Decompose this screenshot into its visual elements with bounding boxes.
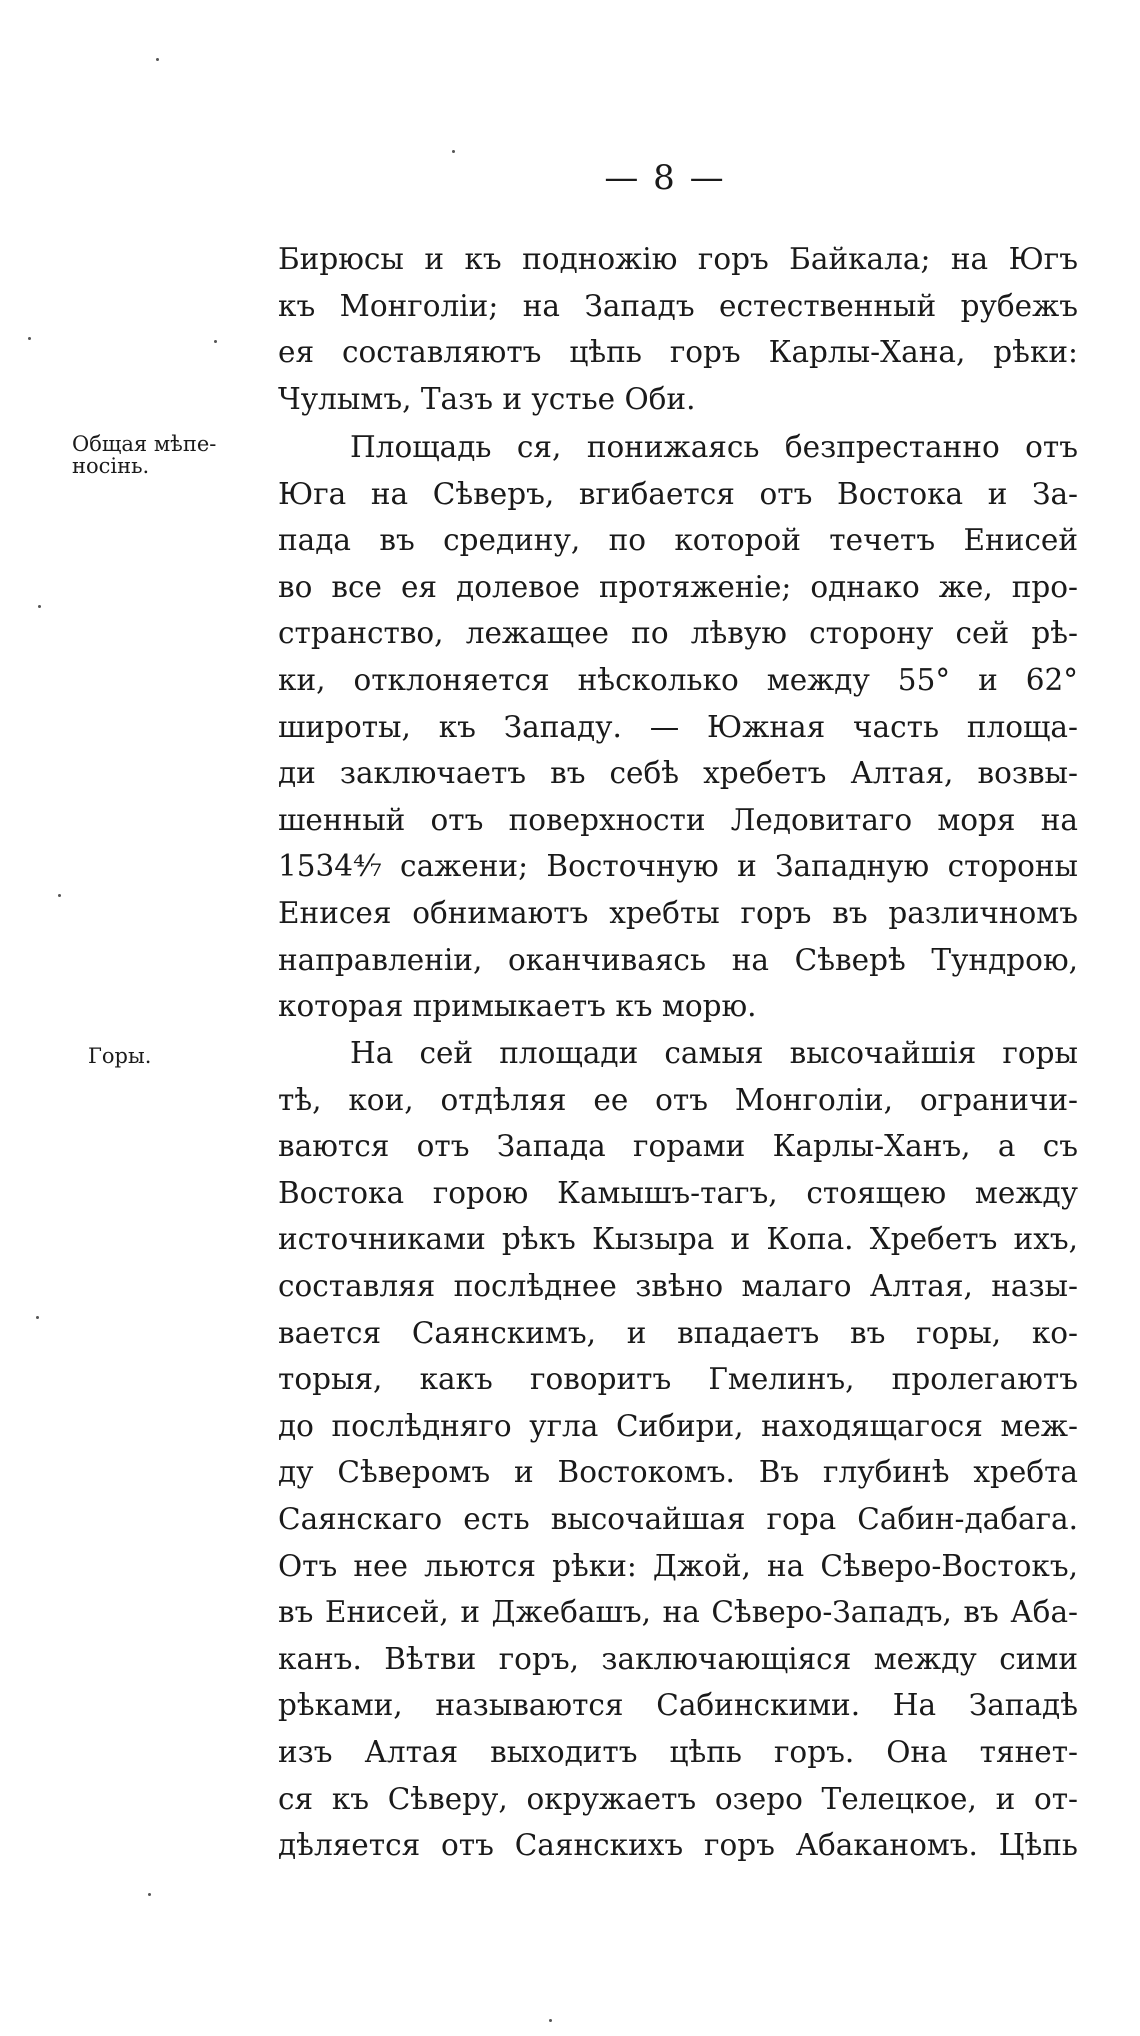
text-line: На сей площади самыя высочайшія горы: [350, 1036, 1078, 1070]
text-line: Саянскаго есть высочайшая гора Сабин-дабага.: [278, 1501, 1078, 1536]
paragraph-area: [278, 424, 1078, 1030]
text-line: Площадь ся, понижаясь безпрестанно отъ: [350, 430, 1078, 464]
scan-speck: [36, 1316, 39, 1319]
text-line: шенный отъ поверхности Ледовитаго моря на: [278, 802, 1078, 837]
text-line: къ Монголіи; на Западъ естественный рубежъ: [278, 288, 1078, 323]
text-line: странство, лежащее по лѣвую сторону сей рѣ-: [278, 616, 1078, 651]
text-line: Бирюсы и къ подножію горъ Байкала; на Югъ: [278, 242, 1078, 276]
text-line: Чулымъ, Тазъ и устье Оби.: [278, 381, 696, 416]
text-line: источниками рѣкъ Кызыра и Копа. Хребетъ ихъ,: [278, 1222, 1078, 1257]
text-line: составляя послѣднее звѣно малаго Алтая, назы-: [278, 1268, 1078, 1303]
text-line: въ Енисей, и Джебашъ, на Сѣверо-Западъ, въ Аба-: [278, 1595, 1078, 1630]
margin-note-line: Горы.: [88, 1044, 152, 1068]
scan-speck: [549, 2019, 552, 2022]
text-line: ваются отъ Запада горами Карлы-Ханъ, а съ: [278, 1129, 1078, 1164]
text-line: тѣ, кои, отдѣляя ее отъ Монголіи, ограничи-: [278, 1082, 1078, 1117]
scan-speck: [156, 58, 159, 61]
text-line: ся къ Сѣверу, окружаетъ озеро Телецкое, и от-: [278, 1781, 1078, 1816]
scan-speck: [38, 605, 41, 608]
margin-note-line: Общая мѣпе-: [72, 432, 217, 456]
text-line: Отъ нее льются рѣки: Джой, на Сѣверо-Востокъ,: [278, 1548, 1078, 1583]
text-line: ки, отклоняется нѣсколько между 55° и 62°: [278, 662, 1078, 697]
text-line: рѣками, называются Сабинскими. На Западѣ: [278, 1688, 1078, 1723]
text-line: ди заключаетъ въ себѣ хребетъ Алтая, возвы-: [278, 756, 1078, 791]
text-line: которая примыкаетъ къ морю.: [278, 989, 757, 1024]
text-line: дѣляется отъ Саянскихъ горъ Абаканомъ. Цѣпь: [278, 1828, 1078, 1863]
text-line: до послѣдняго угла Сибири, находящагося меж-: [278, 1408, 1078, 1443]
text-line: канъ. Вѣтви горъ, заключающіяся между сими: [278, 1641, 1078, 1676]
scan-speck: [28, 337, 31, 340]
text-line: направленіи, оканчиваясь на Сѣверѣ Тундрою,: [278, 942, 1078, 977]
margin-note-line: носінь.: [72, 454, 150, 478]
scan-speck: [58, 894, 61, 897]
text-line: Востока горою Камышъ-тагъ, стоящею между: [278, 1175, 1078, 1210]
text-line: торыя, какъ говоритъ Гмелинъ, пролегаютъ: [278, 1362, 1078, 1397]
text-line: Юга на Сѣверъ, вгибается отъ Востока и За-: [278, 476, 1078, 511]
text-line: широты, къ Западу. — Южная часть площа-: [278, 709, 1078, 744]
scan-speck: [214, 340, 217, 343]
text-line: ду Сѣверомъ и Востокомъ. Въ глубинѣ хребта: [278, 1455, 1078, 1490]
scan-speck: [452, 150, 455, 153]
text-line: изъ Алтая выходитъ цѣпь горъ. Она тянет-: [278, 1734, 1078, 1769]
scan-speck: [148, 1893, 151, 1896]
paragraph-continuation: [278, 236, 1078, 422]
text-line: во все ея долевое протяженіе; однако же, про-: [278, 569, 1078, 604]
text-line: вается Саянскимъ, и впадаетъ въ горы, ко-: [278, 1315, 1078, 1350]
paragraph-mountains: [278, 1030, 1078, 1869]
text-line: 1534⁴⁄₇ сажени; Восточную и Западную стороны: [278, 849, 1078, 884]
text-line: ея составляютъ цѣпь горъ Карлы-Хана, рѣки:: [278, 335, 1078, 370]
margin-note-mountains: [88, 1045, 288, 1067]
text-line: пада въ средину, по которой течетъ Енисей: [278, 523, 1078, 558]
text-line: Енисея обнимаютъ хребты горъ въ различномъ: [278, 895, 1078, 930]
page-number: — 8 —: [604, 158, 726, 198]
margin-note-area: [72, 433, 272, 477]
